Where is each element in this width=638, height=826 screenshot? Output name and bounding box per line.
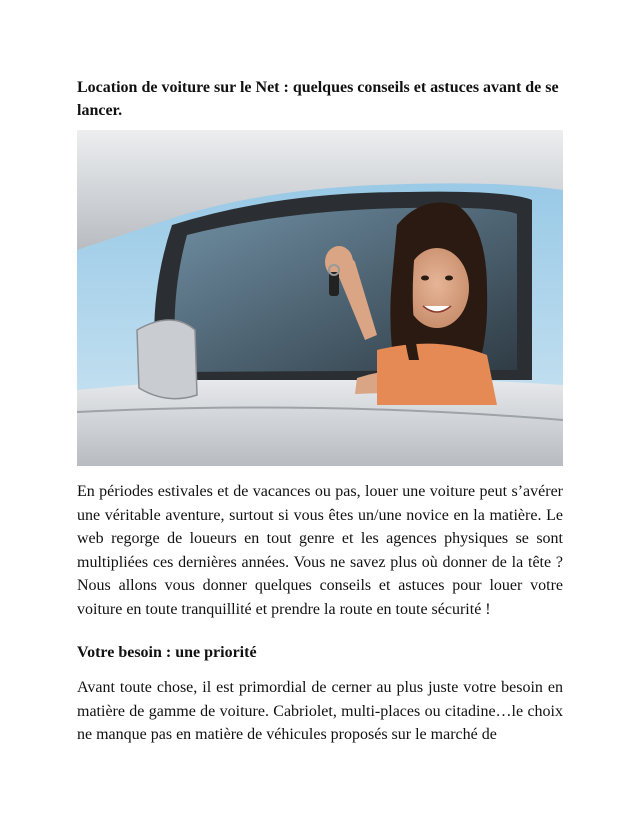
document-title: Location de voiture sur le Net : quelques conseils et astuces avant de se lancer. (77, 79, 559, 119)
section-heading: Votre besoin : une priorité (77, 644, 257, 661)
woman-in-car-photo (77, 130, 563, 466)
intro-paragraph: En périodes estivales et de vacances ou pas, louer une voiture peut s’avérer une véritable aventure, surtout si vous êtes un/une novice en la matière. Le web regorge de loueurs en tout genre et les agences physiques se sont multipliées ces dernières années. Vous ne savez plus où donner de la tête ? Nous allons vous donner quelques conseils et astuces pour louer votre voiture en toute tranquillité et prendre la route en toute sécurité ! (77, 483, 563, 618)
section-paragraph: Avant toute chose, il est primordial de cerner au plus juste votre besoin en matière de gamme de voiture. Cabriolet, multi-places ou citadine…le choix ne manque pas en matière de véhicules proposés sur le marché de (77, 679, 563, 743)
